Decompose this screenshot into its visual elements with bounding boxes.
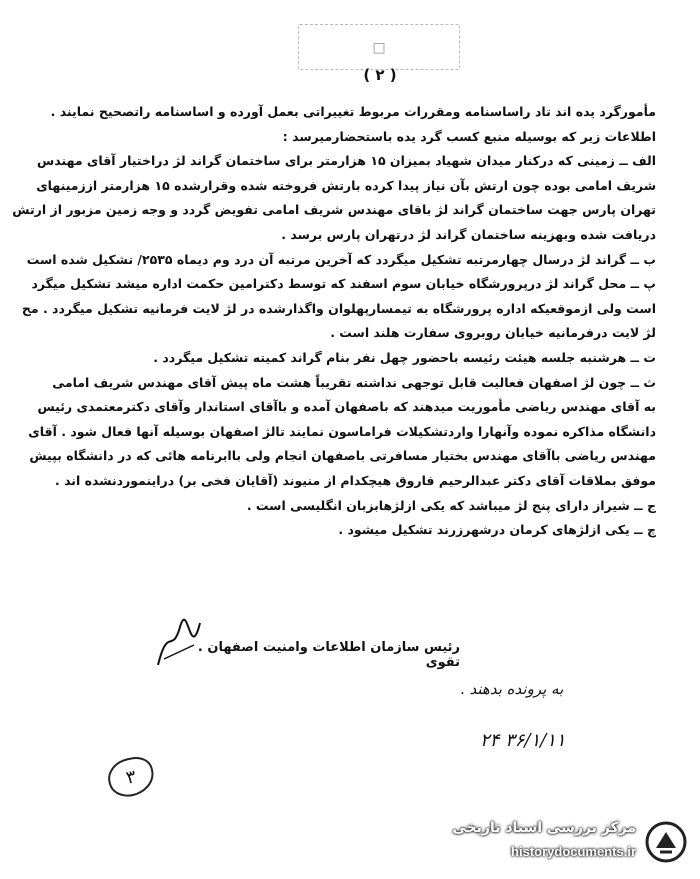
page-number: ( ۲ ) [363,66,397,84]
body-line: موفق بملاقات آقای دکتر عبدالرحیم فاروق هیچکدام از منیوند (آقایان فخی بر) دراینموردنشده اند . [54,472,656,488]
handwritten-note: به پرونده بدهند . [460,680,564,698]
body-line: شریف امامی بوده چون ارتش بآن نیاز پیدا کرده بارتش فروخته شده وقرارشده ۱۵ هزارمتر اززمینهای [36,177,656,193]
logo-title: مرکز بررسی اسناد تاریخی [452,820,636,836]
circled-page-number: ۳ [124,765,138,789]
body-line: ت ــ هرشنبه جلسه هیئت رئیسه باحضور چهل نفر بنام گراند کمیته تشکیل میگردد . [153,349,656,365]
report-body [12,100,656,543]
body-line: چ ــ یکی ازلژهای کرمان درشهرزرند تشکیل میشود . [338,522,656,538]
body-line: الف ــ زمینی که درکنار میدان شهیاد بمیزان ۱۵ هزارمتر برای ساختمان گراند لژ دراختیار آقای مهندس [37,153,656,169]
handwritten-date: ۳۶/۱/۱۱ ۲۴ [480,730,566,751]
classification-stamp-box [298,24,460,70]
signatory-title: رئیس سازمان اطلاعات وامنیت اصفهان . تقوی [197,640,460,670]
body-line: مهندس ریاضی باآقای مهندس بختیار مسافرتی باصفهان انجام ولی باابرنامه هائی که در دانشگاه بپیش [29,448,656,464]
circled-page-mark [105,754,158,801]
stamp-mark: □ [373,36,385,58]
archive-watermark-logo [408,818,688,868]
body-line: تهران پارس جهت ساختمان گراند لژ باقای مهندس شریف امامی تفویض گردد و وجه زمین مزبور از ارتش [12,202,656,218]
archive-emblem-icon [644,820,688,864]
body-line: مأمورگرد یده اند تاد راساسنامه ومقررات مربوط تغییراتی بعمل آورده و اساسنامه راتصحیح نمایند . [50,104,656,119]
body-line: ج ــ شیراز دارای پنج لژ میباشد که یکی ازلژهابزبان انگلیسی است . [246,497,656,513]
body-line: اطلاعات زیر که بوسیله منبع کسب گرد یده باستحضارمیرسد : [282,128,656,144]
body-line: به آقای مهندس ریاضی مأموریت میدهند که باصفهان آمده و باآقای استاندار وآقای دکترمعتمدی رئیس [37,399,656,415]
body-line: پ ــ محل گراند لژ درپرورشگاه خیابان سوم اسفند که توسط دکترامین حکمت اداره میشد تشکیل میگرد [31,276,656,292]
body-line: ث ــ چون لژ اصفهان فعالیت قابل توجهی نداشته تقریباً هشت ماه پیش آقای مهندس شریف امامی [52,374,656,390]
body-line: دریافت شده وبهزینه ساختمان گراند لژ درتهران پارس برسد . [281,226,656,242]
body-line: دانشگاه مذاکره نموده وآنهارا واردتشکیلات فراماسون نمایند تالژ اصفهان بوسیله آنها فعال شود . آقای [28,423,656,439]
logo-url: historydocuments.ir [511,844,636,859]
body-line: ب ــ گراند لژ درسال چهارمرتبه تشکیل میگردد که آخرین مرتبه آن درد وم دیماه ۲۵۳۵/ تشکیل شده است [26,251,656,267]
body-line: است ولی ازموقعیکه اداره پرورشگاه به تیمسارپهلوان واگذارشده در لژ لایت فرمانیه تشکیل میگردد . مح [21,300,656,316]
body-line: لژ لایت درفرمانیه خیابان روبروی سفارت هلند است . [330,325,656,341]
